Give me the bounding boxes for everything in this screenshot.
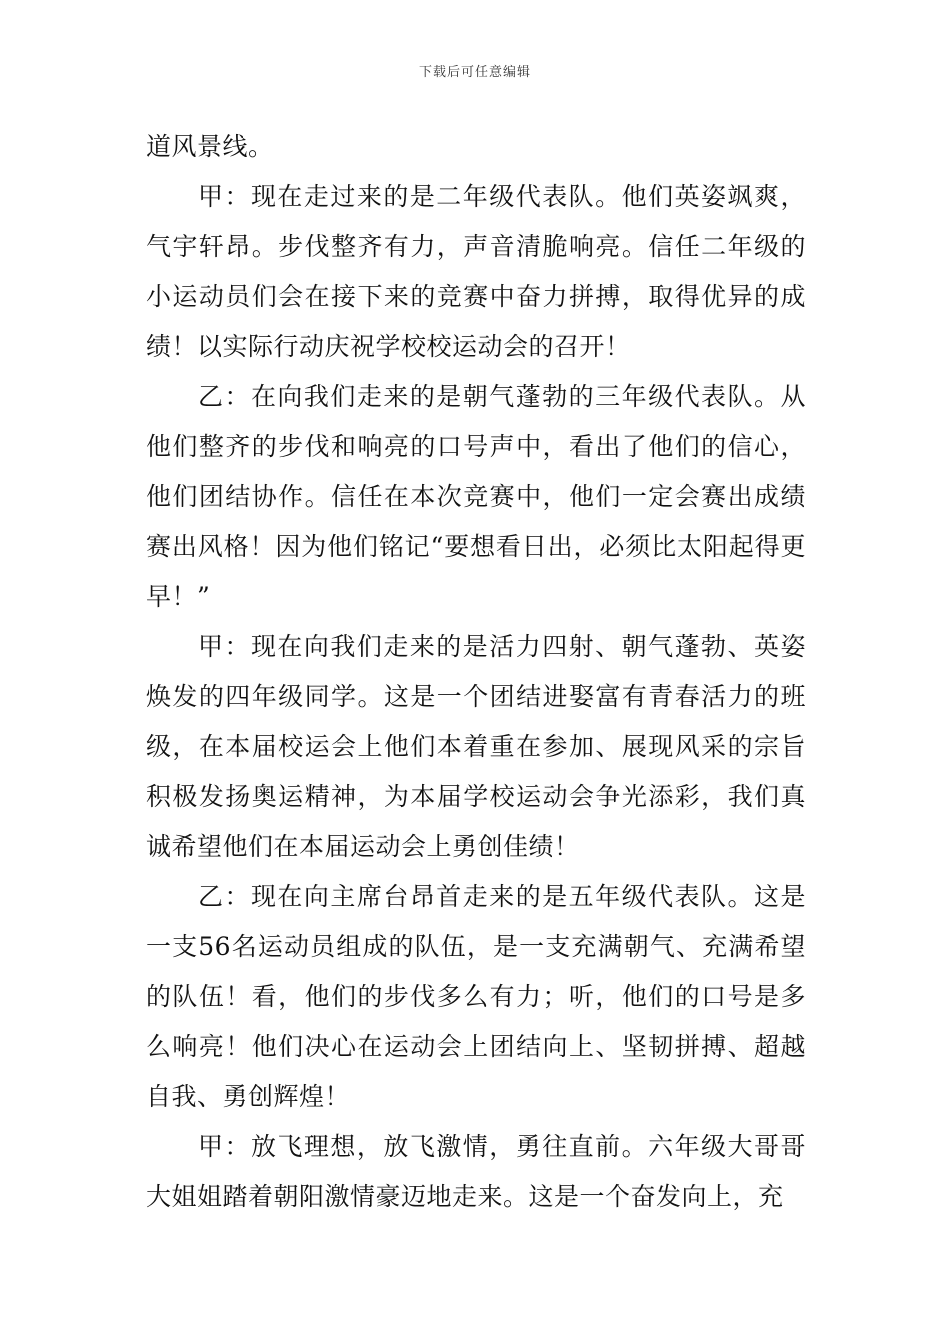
paragraph: 乙：现在向主席台昂首走来的是五年级代表队。这是一支56名运动员组成的队伍，是一支充满朝气、充满希望的队伍！看，他们的步伐多么有力；听，他们的口号是多么响亮！他们决心在运动会上团结向上、坚韧拼搏、超越自我、勇创辉煌！ <box>146 882 806 1111</box>
paragraph: 道风景线。 <box>146 132 274 161</box>
body-text <box>146 122 806 1222</box>
paragraph: 甲：现在走过来的是二年级代表队。他们英姿飒爽，气宇轩昂。步伐整齐有力，声音清脆响亮。信任二年级的小运动员们会在接下来的竞赛中奋力拼搏，取得优异的成绩！以实际行动庆祝学校校运动会的召开！ <box>146 182 806 361</box>
paragraph: 乙：在向我们走来的是朝气蓬勃的三年级代表队。从他们整齐的步伐和响亮的口号声中，看出了他们的信心，他们团结协作。信任在本次竞赛中，他们一定会赛出成绩赛出风格！因为他们铭记“要想看日出，必须比太阳起得更早！” <box>146 382 806 611</box>
page-header: 下载后可任意编辑 <box>418 65 531 80</box>
paragraph: 甲：现在向我们走来的是活力四射、朝气蓬勃、英姿焕发的四年级同学。这是一个团结进娶富有青春活力的班级，在本届校运会上他们本着重在参加、展现风采的宗旨积极发扬奥运精神，为本届学校运动会争光添彩，我们真诚希望他们在本届运动会上勇创佳绩！ <box>146 632 806 861</box>
paragraph: 甲：放飞理想，放飞激情，勇往直前。六年级大哥哥大姐姐踏着朝阳激情豪迈地走来。这是一个奋发向上，充 <box>146 1132 806 1211</box>
